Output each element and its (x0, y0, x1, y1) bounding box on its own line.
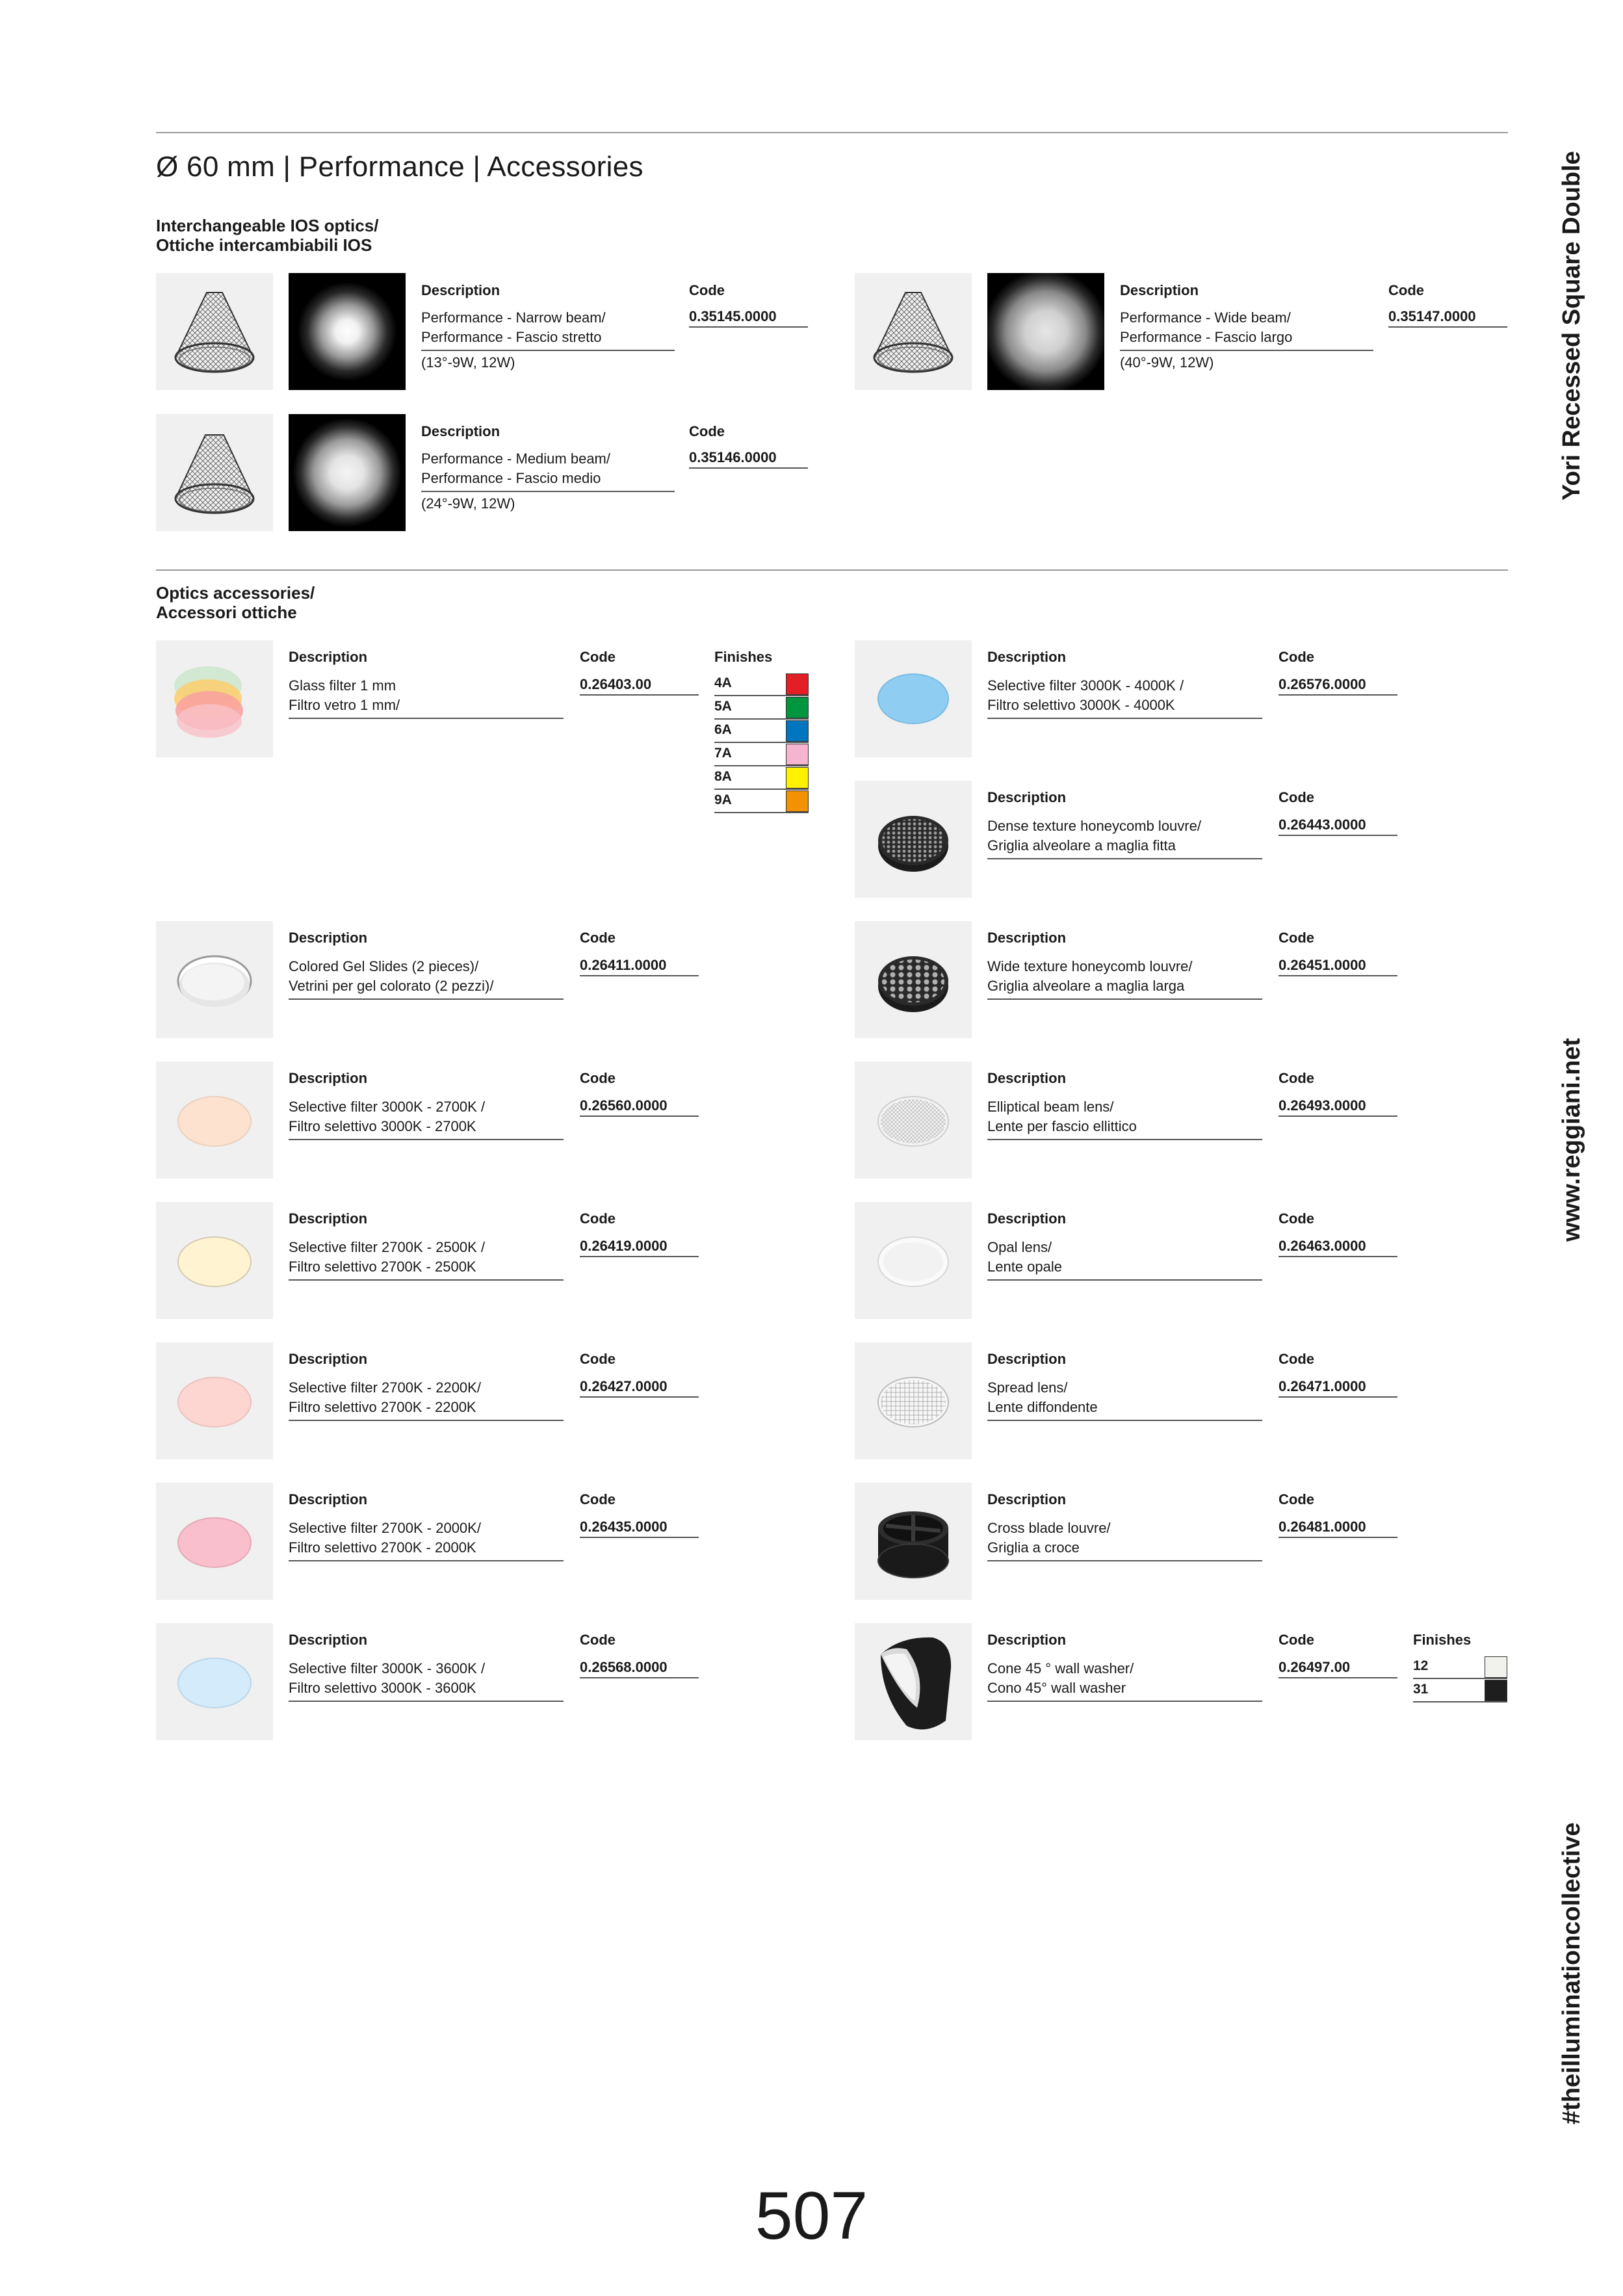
page-title: Ø 60 mm | Performance | Accessories (156, 151, 643, 183)
ios-desc-line2: Performance - Fascio largo (1120, 329, 1293, 345)
optics-heading-line2: Accessori ottiche (156, 603, 297, 622)
product-code: 0.35145.0000 (689, 308, 777, 324)
divider (1279, 1677, 1397, 1678)
accessory-desc-line2: Vetrini per gel colorato (2 pezzi)/ (289, 978, 494, 994)
finish-swatch (1485, 1656, 1507, 1678)
filter-image (156, 1062, 273, 1179)
divider (1279, 1537, 1397, 1538)
filter-image (156, 1342, 273, 1459)
code-label: Code (580, 1632, 616, 1648)
accessory-desc-line1: Selective filter 3000K - 3600K / (289, 1660, 486, 1676)
description-label: Description (987, 789, 1067, 805)
finish-option: 6A (714, 719, 809, 743)
accessory-desc-line1: Dense texture honeycomb louvre/ (987, 818, 1201, 834)
divider (289, 998, 564, 1000)
code-label: Code (1279, 649, 1314, 665)
description-label: Description (289, 1210, 368, 1227)
accessory-desc-line1: Elliptical beam lens/ (987, 1099, 1114, 1115)
ios-note: (40°-9W, 12W) (1120, 354, 1214, 371)
optics-section-heading (156, 583, 315, 622)
filter-image (855, 640, 972, 757)
honeycomb-wide-image (855, 921, 972, 1038)
divider (421, 350, 675, 351)
accessory-desc-line1: Selective filter 3000K - 4000K / (987, 677, 1184, 694)
filter-image (156, 1202, 273, 1319)
gel-slides-image (156, 921, 273, 1038)
reflector-image (156, 414, 273, 531)
divider (580, 1396, 699, 1398)
accessory-desc-line1: Selective filter 2700K - 2200K/ (289, 1379, 481, 1396)
product-code: 0.26568.0000 (580, 1659, 668, 1675)
code-label: Code (580, 1070, 616, 1086)
divider (580, 694, 699, 696)
code-label: Code (689, 423, 725, 439)
description-label: Description (289, 930, 368, 946)
code-label: Code (1279, 930, 1314, 946)
description-label: Description (421, 423, 500, 439)
accessory-desc-line2: Filtro selettivo 3000K - 4000K (987, 697, 1175, 713)
ios-section-heading (156, 216, 378, 255)
reflector-image (855, 273, 972, 390)
side-hashtag: #theilluminationcollective (1558, 1822, 1585, 2124)
cone-wall-washer-image (855, 1623, 972, 1740)
finish-option: 8A (714, 766, 809, 790)
divider (1279, 975, 1397, 976)
spread-lens-image (855, 1342, 972, 1459)
ios-heading-line2: Ottiche intercambiabili IOS (156, 235, 372, 255)
elliptical-lens-image (855, 1062, 972, 1179)
finish-option: 31 (1413, 1678, 1507, 1702)
divider (1279, 1256, 1397, 1257)
divider (421, 491, 675, 492)
accessory-desc-line2: Lente opale (987, 1259, 1062, 1275)
code-label: Code (1279, 1351, 1314, 1367)
divider (580, 1115, 699, 1117)
divider (987, 1279, 1262, 1281)
accessory-desc-line2: Griglia a croce (987, 1539, 1080, 1556)
divider (1279, 1115, 1397, 1117)
finish-swatch (786, 720, 809, 742)
product-code: 0.26493.0000 (1279, 1097, 1366, 1114)
code-label: Code (1388, 282, 1424, 298)
accessory-desc-line2: Griglia alveolare a maglia larga (987, 978, 1185, 994)
filter-image (156, 1483, 273, 1600)
divider (580, 1537, 699, 1538)
accessory-desc-line2: Filtro selettivo 3000K - 3600K (289, 1680, 476, 1696)
product-code: 0.26403.00 (580, 676, 652, 692)
description-label: Description (987, 1632, 1067, 1648)
divider (1279, 694, 1397, 696)
finish-option: 4A (714, 672, 809, 696)
product-code: 0.26435.0000 (580, 1519, 668, 1535)
accessory-desc-line2: Filtro selettivo 2700K - 2500K (289, 1259, 476, 1275)
product-code: 0.35146.0000 (689, 449, 777, 465)
code-label: Code (580, 1491, 616, 1507)
description-label: Description (987, 1070, 1067, 1086)
divider (987, 1560, 1262, 1561)
divider (689, 467, 808, 469)
accessory-desc-line1: Cone 45 ° wall washer/ (987, 1660, 1134, 1676)
finishes-label: Finishes (714, 649, 773, 665)
product-code: 0.35147.0000 (1388, 308, 1476, 324)
product-code: 0.26471.0000 (1279, 1378, 1366, 1394)
accessory-desc-line1: Opal lens/ (987, 1239, 1052, 1255)
description-label: Description (1120, 282, 1199, 298)
beam-preview-wide (987, 273, 1104, 390)
opal-lens-image (855, 1202, 972, 1319)
divider (987, 1701, 1262, 1702)
code-label: Code (580, 1351, 616, 1367)
product-code: 0.26451.0000 (1279, 957, 1366, 973)
finish-swatch (786, 697, 809, 718)
product-code: 0.26419.0000 (580, 1238, 668, 1254)
side-product-name: Yori Recessed Square Double (1558, 151, 1585, 501)
accessory-desc-line1: Selective filter 3000K - 2700K / (289, 1099, 486, 1115)
ios-desc-line1: Performance - Wide beam/ (1120, 309, 1291, 326)
divider (987, 858, 1262, 859)
ios-note: (24°-9W, 12W) (421, 495, 515, 512)
product-code: 0.26427.0000 (580, 1378, 668, 1394)
finish-option: 5A (714, 696, 809, 720)
accessory-desc-line1: Wide texture honeycomb louvre/ (987, 958, 1193, 974)
description-label: Description (289, 1351, 368, 1367)
finish-swatch (786, 673, 809, 695)
finish-swatch (786, 767, 809, 789)
description-label: Description (289, 1632, 368, 1648)
accessory-desc-line2: Filtro selettivo 2700K - 2200K (289, 1399, 476, 1415)
divider (987, 1420, 1262, 1421)
ios-desc-line1: Performance - Narrow beam/ (421, 309, 606, 326)
divider (1279, 1396, 1397, 1398)
glass-filter-image (156, 640, 273, 757)
divider (289, 1139, 564, 1140)
code-label: Code (1279, 1491, 1314, 1507)
product-code: 0.26463.0000 (1279, 1238, 1366, 1254)
beam-preview-narrow (289, 273, 406, 390)
divider (289, 1279, 564, 1281)
description-label: Description (289, 1491, 368, 1507)
reflector-image (156, 273, 273, 390)
divider (987, 998, 1262, 1000)
accessory-desc-line2: Cono 45° wall washer (987, 1680, 1126, 1696)
divider (289, 718, 564, 719)
code-label: Code (1279, 789, 1314, 805)
finish-option: 12 (1413, 1655, 1507, 1679)
description-label: Description (289, 649, 368, 665)
code-label: Code (1279, 1070, 1314, 1086)
page-number: 507 (755, 2178, 868, 2254)
top-rule (156, 132, 1508, 133)
divider (1388, 326, 1507, 328)
accessory-desc-line2: Filtro selettivo 2700K - 2000K (289, 1539, 476, 1556)
divider (987, 718, 1262, 719)
finish-option: 9A (714, 789, 809, 813)
divider (580, 975, 699, 976)
ios-desc-line1: Performance - Medium beam/ (421, 450, 610, 467)
side-website: www.reggiani.net (1558, 1037, 1585, 1242)
accessory-desc-line1: Colored Gel Slides (2 pieces)/ (289, 958, 479, 974)
accessory-desc-line1: Selective filter 2700K - 2500K / (289, 1239, 486, 1255)
ios-desc-line2: Performance - Fascio medio (421, 470, 601, 486)
description-label: Description (421, 282, 500, 298)
product-code: 0.26411.0000 (580, 957, 667, 973)
divider (580, 1256, 699, 1257)
accessory-desc-line2: Filtro vetro 1 mm/ (289, 697, 400, 713)
cross-blade-image (855, 1483, 972, 1600)
accessory-desc-line2: Filtro selettivo 3000K - 2700K (289, 1118, 476, 1134)
finish-swatch (786, 790, 809, 812)
divider (1120, 350, 1373, 351)
accessory-desc-line1: Cross blade louvre/ (987, 1520, 1111, 1536)
code-label: Code (580, 649, 616, 665)
ios-note: (13°-9W, 12W) (421, 354, 515, 371)
description-label: Description (289, 1070, 368, 1086)
honeycomb-dense-image (855, 781, 972, 898)
filter-image (156, 1623, 273, 1740)
code-label: Code (1279, 1632, 1314, 1648)
optics-heading-line1: Optics accessories/ (156, 583, 315, 603)
divider (580, 1677, 699, 1678)
product-code: 0.26497.00 (1279, 1659, 1351, 1675)
product-code: 0.26481.0000 (1279, 1519, 1366, 1535)
beam-preview-medium (289, 414, 406, 531)
accessory-desc-line1: Glass filter 1 mm (289, 677, 396, 694)
divider (289, 1560, 564, 1561)
description-label: Description (987, 930, 1067, 946)
code-label: Code (689, 282, 725, 298)
divider (987, 1139, 1262, 1140)
divider (689, 326, 808, 328)
accessory-desc-line2: Lente per fascio ellittico (987, 1118, 1137, 1134)
divider (289, 1701, 564, 1702)
divider (289, 1420, 564, 1421)
product-code: 0.26576.0000 (1279, 676, 1366, 692)
finish-option: 7A (714, 742, 809, 766)
finish-swatch (1485, 1680, 1507, 1701)
divider (1279, 835, 1397, 836)
product-code: 0.26443.0000 (1279, 816, 1366, 833)
ios-desc-line2: Performance - Fascio stretto (421, 329, 602, 345)
code-label: Code (580, 1210, 616, 1227)
accessory-desc-line2: Lente diffondente (987, 1399, 1098, 1415)
finish-swatch (786, 744, 809, 765)
code-label: Code (580, 930, 616, 946)
ios-heading-line1: Interchangeable IOS optics/ (156, 216, 379, 235)
description-label: Description (987, 1351, 1067, 1367)
description-label: Description (987, 1491, 1067, 1507)
code-label: Code (1279, 1210, 1314, 1227)
accessory-desc-line1: Selective filter 2700K - 2000K/ (289, 1520, 481, 1536)
description-label: Description (987, 649, 1067, 665)
product-code: 0.26560.0000 (580, 1097, 668, 1114)
section-rule (156, 569, 1508, 571)
description-label: Description (987, 1210, 1067, 1227)
accessory-desc-line2: Griglia alveolare a maglia fitta (987, 837, 1176, 854)
accessory-desc-line1: Spread lens/ (987, 1379, 1068, 1396)
finishes-label: Finishes (1413, 1632, 1472, 1648)
